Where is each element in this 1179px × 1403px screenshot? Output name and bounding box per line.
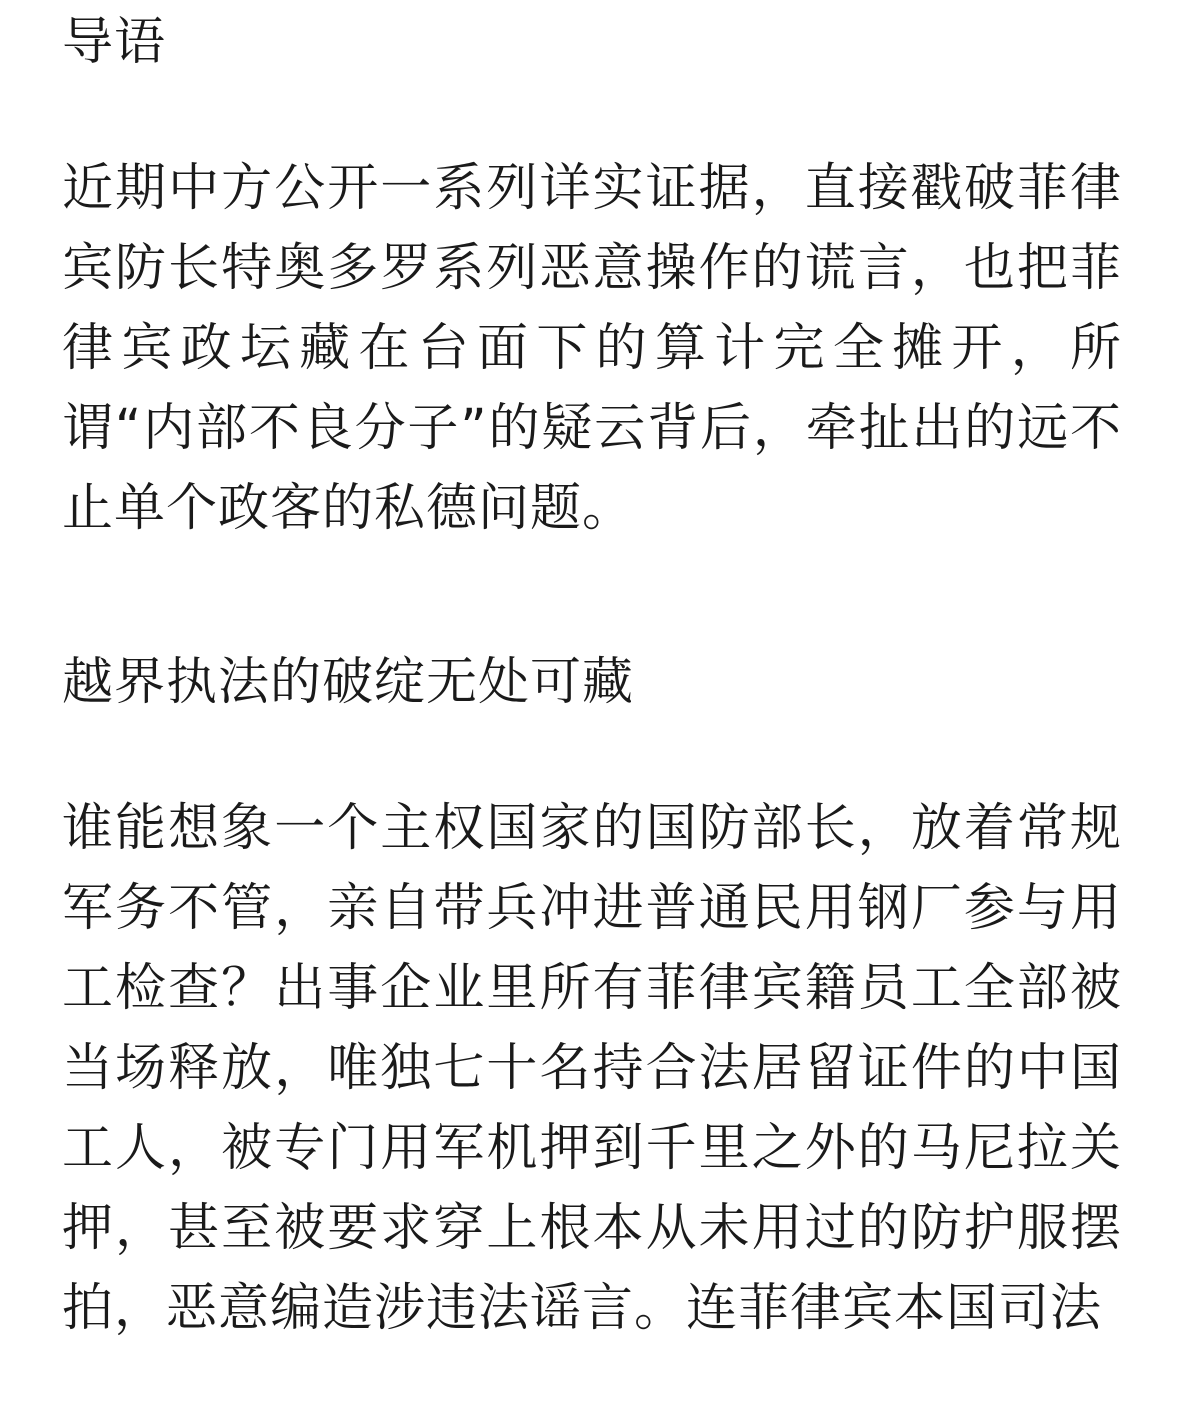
intro-heading: 导语	[62, 13, 167, 72]
section-heading: 越界执法的破绽无处可藏	[62, 653, 635, 712]
intro-paragraph: 近期中方公开一系列详实证据，直接戳破菲律宾防长特奥多罗系列恶意操作的谎言，也把菲律宾政坛藏在台面下的算计完全摊开，所谓“内部不良分子”的疑云背后，牵扯出的远不止单个政客的私德问题。	[62, 159, 1122, 538]
section-paragraph: 谁能想象一个主权国家的国防部长，放着常规军务不管，亲自带兵冲进普通民用钢厂参与用工检查？出事企业里所有菲律宾籍员工全部被当场释放，唯独七十名持合法居留证件的中国工人，被专门用军机押到千里之外的马尼拉关押，甚至被要求穿上根本从未用过的防护服摆拍，恶意编造涉违法谣言。连菲律宾本国司法	[62, 799, 1122, 1338]
